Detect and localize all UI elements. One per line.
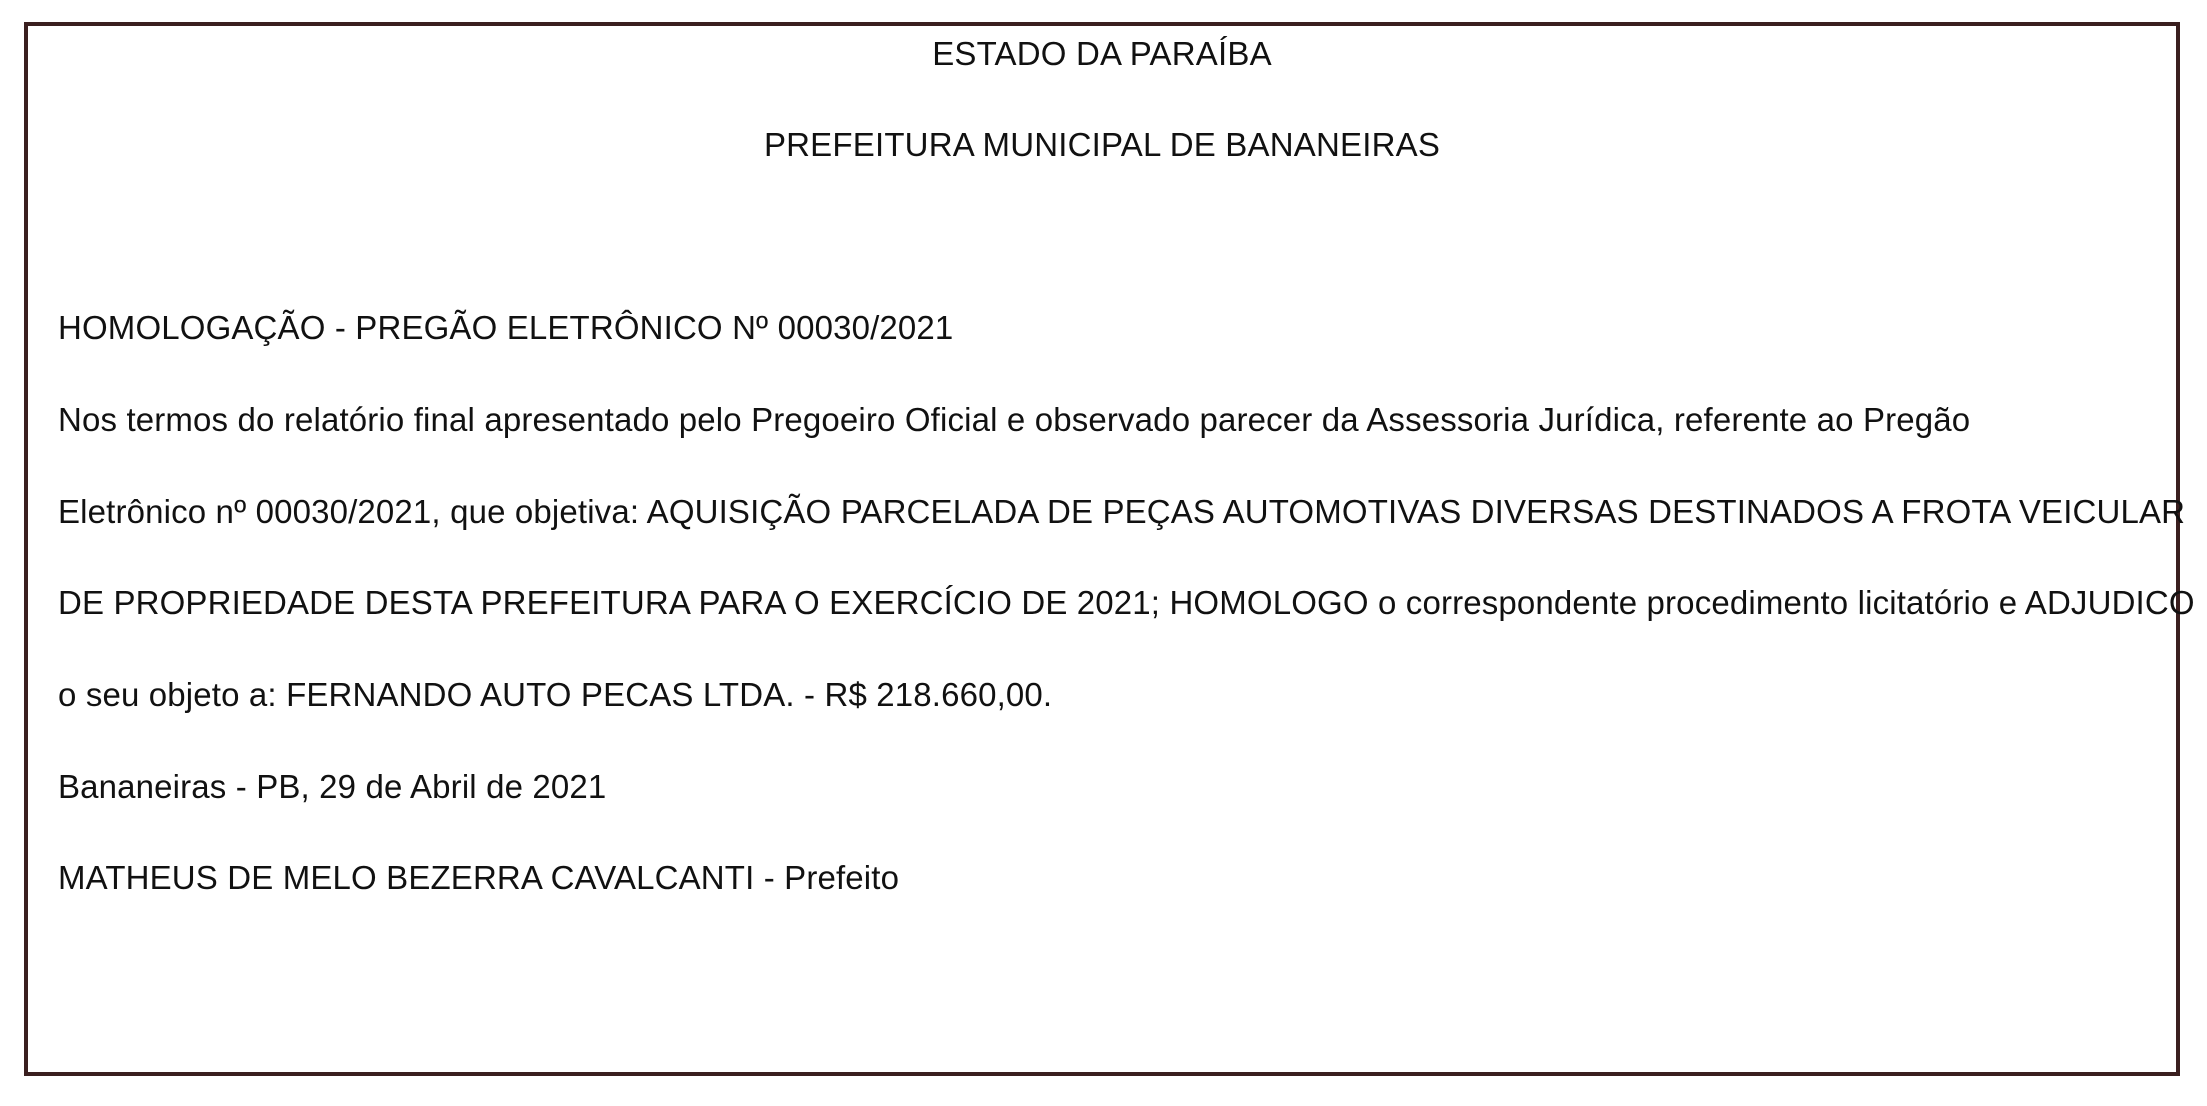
place-date: Bananeiras - PB, 29 de Abril de 2021 xyxy=(58,768,607,805)
notice-text-line: Nos termos do relatório final apresentado pelo Pregoeiro Oficial e observado parecer da Assessoria Jurídica, referente ao Pregão xyxy=(58,401,1971,438)
notice-text-line: o seu objeto a: FERNANDO AUTO PECAS LTDA. - R$ 218.660,00. xyxy=(58,676,1053,713)
municipality-heading: PREFEITURA MUNICIPAL DE BANANEIRAS xyxy=(763,126,1441,163)
state-heading: ESTADO DA PARAÍBA xyxy=(932,35,1272,72)
signatory: MATHEUS DE MELO BEZERRA CAVALCANTI - Prefeito xyxy=(58,859,900,896)
document-frame xyxy=(24,22,2195,1076)
notice-text-line: Eletrônico nº 00030/2021, que objetiva: AQUISIÇÃO PARCELADA DE PEÇAS AUTOMOTIVAS DIVERSAS DESTINADOS A FROTA VEICULAR xyxy=(58,493,2186,530)
notice-text-line: DE PROPRIEDADE DESTA PREFEITURA PARA O EXERCÍCIO DE 2021; HOMOLOGO o correspondente procedimento licitatório e ADJUDICO xyxy=(58,584,2195,621)
notice-title: HOMOLOGAÇÃO - PREGÃO ELETRÔNICO Nº 00030/2021 xyxy=(58,309,954,346)
